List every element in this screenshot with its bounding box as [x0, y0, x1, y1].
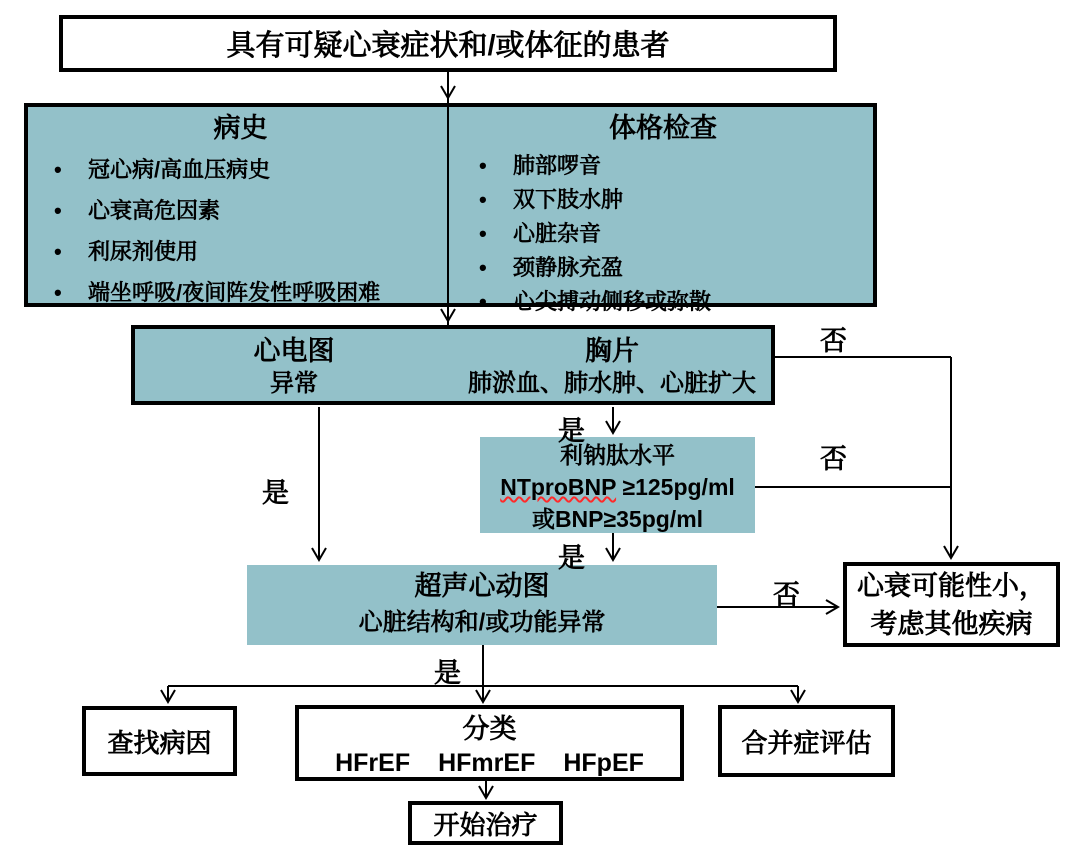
- find-cause-box: [82, 706, 237, 776]
- label-no-natriuretic-right: 否: [820, 444, 847, 474]
- physical-exam-title: 体格检查: [609, 113, 717, 143]
- ecg-title: 心电图: [253, 336, 335, 366]
- chest-xray-finding: 肺淤血、肺水肿、心脏扩大: [468, 370, 756, 397]
- connector-echo-yes-branch: [161, 645, 805, 702]
- physical-exam-list: [453, 149, 873, 319]
- list-item: • 心脏杂音: [479, 217, 873, 251]
- hf-unlikely-box: [843, 562, 1060, 647]
- ecg-finding: 异常: [270, 370, 318, 397]
- ecg-column: [135, 329, 453, 401]
- label-no-echo-to-unlikely: 否: [773, 580, 800, 610]
- list-item: • 心衰高危因素: [54, 190, 453, 231]
- connector-ecg-no: [775, 357, 958, 558]
- natriuretic-peptide-box: [480, 437, 755, 533]
- list-item: • 颈静脉充盈: [479, 251, 873, 285]
- history-title: 病史: [213, 113, 268, 143]
- connector-natriuretic-yes-echo: [606, 533, 620, 560]
- list-item: • 利尿剂使用: [54, 231, 453, 272]
- natriuretic-title: 利钠肽水平: [560, 442, 675, 468]
- subtype-hfref: HFrEF: [335, 749, 411, 777]
- list-item: • 端坐呼吸/夜间阵发性呼吸困难: [54, 272, 453, 313]
- echocardiogram-finding: 心脏结构和/或功能异常: [358, 609, 606, 636]
- classification-title: 分类: [462, 714, 517, 744]
- label-no-ecg-right: 否: [820, 326, 847, 356]
- natriuretic-threshold-1-rest: ≥125pg/ml: [616, 474, 735, 500]
- history-exam-box: [24, 103, 877, 314]
- hf-unlikely-line1: 心衰可能性小，: [857, 570, 1046, 601]
- list-item: • 心尖搏动侧移或弥散: [479, 285, 873, 319]
- chest-xray-title: 胸片: [585, 336, 639, 366]
- patient-box-label: 具有可疑心衰症状和/或体征的患者: [226, 30, 670, 62]
- list-item: • 双下肢水肿: [479, 183, 873, 217]
- echocardiogram-box: [247, 565, 717, 645]
- hf-unlikely-line2: 考虑其他疾病: [870, 608, 1033, 639]
- patient-box: [59, 15, 837, 72]
- subtype-hfmref: HFmrEF: [438, 749, 536, 777]
- label-yes-ecg-to-natriuretic: 是: [558, 416, 585, 446]
- subtype-hfpef: HFpEF: [563, 749, 644, 777]
- label-yes-echo-bottom: 是: [434, 658, 461, 688]
- comorbidity-label: 合并症评估: [741, 727, 872, 758]
- physical-exam-column: [453, 107, 873, 314]
- spellcheck-underline-text: NTproBNP: [500, 474, 617, 500]
- echocardiogram-title: 超声心动图: [414, 571, 550, 601]
- list-item: • 肺部啰音: [479, 149, 873, 183]
- treatment-label: 开始治疗: [433, 809, 538, 840]
- list-item: • 冠心病/高血压病史: [54, 149, 453, 190]
- connector-class-to-treatment: [479, 781, 493, 798]
- history-list: [28, 149, 453, 313]
- comorbidity-box: [718, 705, 895, 777]
- connector-ecg-yes-echo: [312, 407, 326, 560]
- connector-ecg-yes-natriuretic: [606, 407, 620, 433]
- history-column: [28, 107, 453, 303]
- label-yes-natriuretic-to-echo: 是: [558, 543, 585, 573]
- natriuretic-threshold-1: [480, 471, 755, 503]
- ecg-xray-box: [131, 325, 775, 405]
- classification-subtypes: [299, 749, 680, 777]
- natriuretic-threshold-2: 或BNP≥35pg/ml: [531, 506, 704, 532]
- classification-box: [295, 705, 684, 781]
- label-yes-ecg-to-echo: 是: [262, 478, 289, 508]
- treatment-box: [408, 801, 563, 845]
- find-cause-label: 查找病因: [107, 727, 212, 758]
- chest-xray-column: [453, 329, 771, 401]
